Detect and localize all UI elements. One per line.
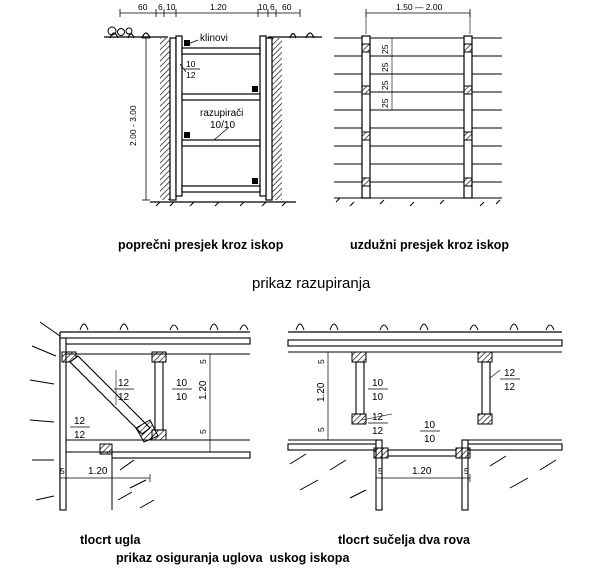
junction-plan-drawing [288,324,562,510]
caption-bottom-title: prikaz osiguranja uglova uskog iskopa [116,551,350,565]
corner-block-den: 12 [74,430,86,441]
corner-diag-den: 12 [118,392,130,403]
label-wedges: klinovi [200,33,228,44]
junction-top-gap: 5 [316,359,326,364]
caption-junction-plan: tlocrt sučelja dva rova [338,533,471,547]
corner-bottom-left-gap: 5 [60,466,65,476]
junction-bottom-gap: 5 [316,427,326,432]
junction-mid-den: 12 [372,426,384,437]
corner-strut-num: 10 [176,378,188,389]
junction-post-num: 10 [372,378,384,389]
junction-right-den: 12 [504,382,516,393]
corner-plan-drawing [30,322,250,510]
label-waler-num: 10 [186,59,196,69]
junction-right-num: 12 [504,368,516,379]
dim-long-v2: 25 [380,62,390,72]
corner-top-gap: 5 [198,359,208,364]
label-waler-den: 12 [186,70,196,80]
corner-strut-den: 10 [176,392,188,403]
junction-width: 1.20 [316,382,327,402]
junction-branch-width: 1.20 [412,466,432,477]
corner-block-num: 12 [74,416,86,427]
longitudinal-section-drawing [334,9,502,206]
dim-cross-top-1: 60 [138,2,148,12]
corner-width: 1.20 [198,380,209,400]
junction-post-den: 10 [372,392,384,403]
dim-long-spacing: 1.50 — 2.00 [396,2,443,12]
dim-cross-top-3: 10 [166,2,176,12]
caption-corner-plan: tlocrt ugla [80,533,141,547]
junction-mid-num: 12 [372,412,384,423]
caption-longitudinal-section: uzdužni presjek kroz iskop [350,238,510,252]
junction-branch-num: 10 [424,420,436,431]
corner-diag-num: 12 [118,378,130,389]
label-struts: razupirači [200,108,244,119]
dim-cross-top-2: 6 [158,2,163,12]
dim-long-v4: 25 [380,98,390,108]
junction-branch-den: 10 [424,434,436,445]
dim-cross-top-6: 6 [270,2,275,12]
dim-cross-top-4: 1.20 [210,2,227,12]
dim-cross-depth: 2.00 - 3.00 [128,105,138,146]
caption-cross-section: poprečni presjek kroz iskop [118,238,284,252]
corner-bottom-width: 1.20 [88,466,108,477]
dim-cross-top-5: 10 [258,2,268,12]
junction-branch-right-gap: 5 [464,466,469,476]
dim-cross-top-7: 60 [282,2,292,12]
section-title: prikaz razupiranja [252,275,371,292]
dim-long-v1: 25 [380,44,390,54]
corner-bottom-gap: 5 [198,429,208,434]
junction-branch-gap: 5 [378,466,383,476]
label-strut-size: 10/10 [210,120,236,131]
dim-long-v3: 25 [380,80,390,90]
